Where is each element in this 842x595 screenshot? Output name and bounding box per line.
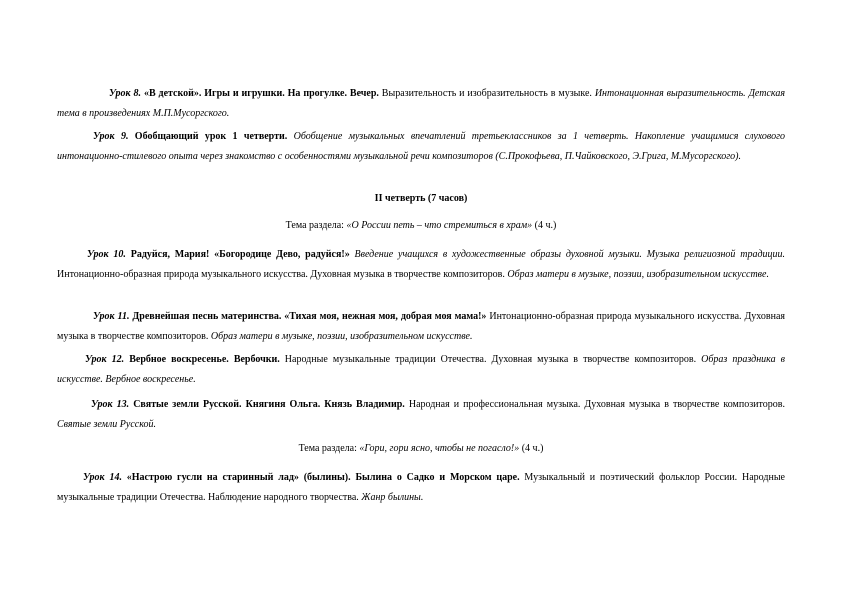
lesson-10-italic-text: Введение учащихся в художественные образы духовной музыки. Музыка религиозной традиции. bbox=[349, 249, 786, 260]
section-heading-1-title: «О России петь – что стремиться в храм» bbox=[346, 220, 533, 231]
lesson-9-title: Обобщающий урок 1 четверти. bbox=[128, 131, 288, 142]
lesson-14-italic-end: Жанр былины. bbox=[361, 492, 424, 503]
lesson-14-text: Музыкальный и поэтический фольклор России. Народные музыкальные традиции Отечества. Наблюдение народного творчества. bbox=[57, 472, 785, 503]
lesson-10-title: Радуйся, Мария! «Богородице Дево, радуйся!» bbox=[125, 249, 350, 260]
section-heading-2-title: «Гори, гори ясно, чтобы не погасло!» bbox=[359, 443, 520, 454]
lesson-10-paragraph bbox=[57, 245, 785, 285]
lesson-8-title: «В детской». Игры и игрушки. На прогулке. Вечер. bbox=[143, 88, 379, 99]
lesson-10-text: Интонационно-образная природа музыкального искусства. Духовная музыка в творчестве композиторов. bbox=[57, 269, 508, 280]
lesson-10-italic-end: Образ матери в музыке, поэзии, изобразительном искусстве. bbox=[507, 269, 769, 280]
lesson-12-number: Урок 12. bbox=[85, 354, 125, 365]
lesson-12-text: Народные музыкальные традиции Отечества. Духовная музыка в творчестве композиторов. bbox=[279, 354, 702, 365]
section-heading-1-prefix: Тема раздела: bbox=[285, 220, 347, 231]
lesson-13-number: Урок 13. bbox=[91, 399, 130, 410]
lesson-13-title: Святые земли Русской. Княгиня Ольга. Князь Владимир. bbox=[129, 399, 405, 410]
lesson-11-paragraph bbox=[57, 307, 785, 347]
lesson-9-number: Урок 9. bbox=[93, 131, 129, 142]
lesson-11-number: Урок 11. bbox=[93, 311, 130, 322]
lesson-12-italic-end: Образ праздника в искусстве. Вербное воскресенье. bbox=[57, 354, 785, 385]
lesson-13-text: Народная и профессиональная музыка. Духовная музыка в творчестве композиторов. bbox=[404, 399, 785, 410]
section-heading-1 bbox=[57, 216, 785, 236]
lesson-9-paragraph bbox=[57, 127, 785, 167]
section-heading-1-hours: (4 ч.) bbox=[532, 220, 557, 231]
lesson-14-number: Урок 14. bbox=[83, 472, 122, 483]
lesson-8-italic-text: Интонационная выразительность. Детская тема в произведениях М.П.Мусоргского. bbox=[57, 88, 785, 119]
section-heading-2-prefix: Тема раздела: bbox=[298, 443, 360, 454]
section-heading-2-hours: (4 ч.) bbox=[519, 443, 544, 454]
section-heading-2 bbox=[57, 439, 785, 459]
quarter-heading-text: II четверть (7 часов) bbox=[374, 193, 468, 204]
lesson-11-text: Интонационно-образная природа музыкального искусства. Духовная музыка в творчестве композиторов. bbox=[57, 311, 785, 342]
lesson-9-italic-text: Обобщение музыкальных впечатлений третьеклассников за 1 четверть. Накопление учащимися слухового интонационно-стилевого опыта через знакомство с особенностями музыкальной речи композиторов (С.Прокофьева, П.Чайковского, Э.Грига, М.Мусоргского). bbox=[57, 131, 785, 162]
lesson-12-title: Вербное воскресенье. Вербочки. bbox=[124, 354, 280, 365]
lesson-13-paragraph bbox=[57, 395, 785, 435]
lesson-11-italic-end: Образ матери в музыке, поэзии, изобразительном искусстве. bbox=[210, 331, 473, 342]
lesson-11-title: Древнейшая песнь материнства. «Тихая моя, нежная моя, добрая моя мама!» bbox=[129, 311, 487, 322]
lesson-10-number: Урок 10. bbox=[87, 249, 126, 260]
lesson-14-paragraph bbox=[57, 468, 785, 508]
lesson-8-number: Урок 8. bbox=[109, 88, 144, 99]
quarter-heading bbox=[57, 189, 785, 209]
lesson-8-text: Выразительность и изобразительность в музыке. bbox=[378, 88, 595, 99]
lesson-8-paragraph bbox=[57, 84, 785, 124]
lesson-13-italic-end: Святые земли Русской. bbox=[57, 419, 157, 430]
lesson-12-paragraph bbox=[57, 350, 785, 390]
lesson-14-title: «Настрою гусли на старинный лад» (былины). Былина о Садко и Морском царе. bbox=[121, 472, 520, 483]
